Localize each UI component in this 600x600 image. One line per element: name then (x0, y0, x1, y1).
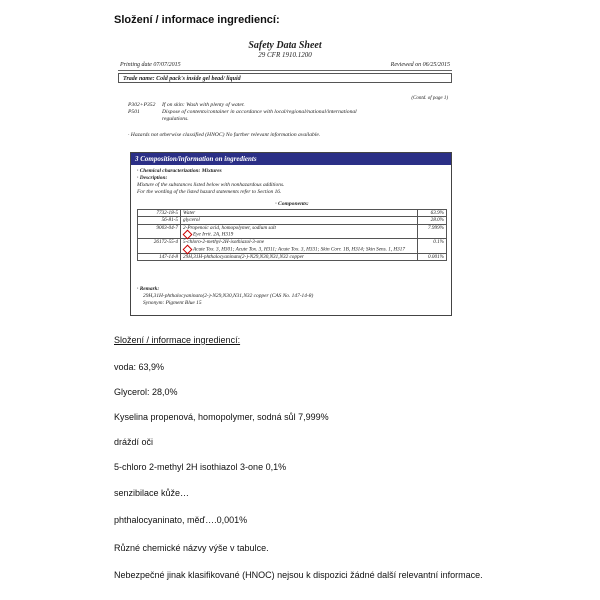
table-row (138, 210, 447, 217)
section-3-box (130, 152, 452, 316)
components-label: · Components: (275, 201, 309, 207)
precaution-text: Dispose of contents/container in accordance with local/regional/national/international (162, 109, 357, 115)
precaution-code: P302+P352 (128, 102, 156, 108)
text-line: Nebezpečné jinak klasifikované (HNOC) nejsou k dispozici žádné další relevantní informace. (114, 570, 483, 580)
percent-cell: 0.1% (418, 239, 447, 254)
safety-data-sheet-image (114, 40, 456, 322)
hazard-line (183, 231, 415, 238)
name-cell: 29H,31H-phthalocyaninato(2-)-N29,N30,N31,N32 copper (181, 253, 418, 260)
cas-cell: 26172-55-4 (138, 239, 181, 254)
precaution-text: If on skin: Wash with plenty of water. (162, 102, 245, 108)
sds-subtitle: 29 CFR 1910.1200 (258, 51, 312, 59)
text-line: Různé chemické názvy výše v tabulce. (114, 543, 269, 553)
description-line: For the wording of the listed hazard statements refer to Section 16. (137, 189, 282, 195)
hazard-line (183, 246, 415, 253)
description-label: · Description: (137, 175, 168, 181)
name-cell (181, 239, 418, 254)
hazard-text: Eye Irrit. 2A, H319 (193, 231, 234, 238)
table-row (138, 217, 447, 224)
ghs-skull-icon (183, 244, 193, 254)
text-line: voda: 63,9% (114, 362, 165, 372)
text-line: senzibilace kůže… (114, 488, 190, 498)
table-row (138, 239, 447, 254)
divider (118, 70, 452, 71)
name-cell (181, 224, 418, 239)
name-cell: glycerol (181, 217, 418, 224)
section-3-title: 3 Composition/information on ingredients (131, 153, 451, 165)
percent-cell: 28.0% (418, 217, 447, 224)
remark-block (137, 286, 313, 307)
cas-cell: 147-14-8 (138, 253, 181, 260)
text-line: Kyselina propenová, homopolymer, sodná sůl 7,999% (114, 412, 329, 422)
sds-contd: (Contd. of page 1) (411, 96, 448, 101)
table-row (138, 224, 447, 239)
hazard-text: Acute Tox. 3, H301; Acute Tox. 3, H311; Acute Tox. 3, H331; Skin Corr. 1B, H314; Skin Sens. 1, H317 (193, 246, 405, 253)
name-cell: Water (181, 210, 418, 217)
chem-characterization: · Chemical characterization: Mixtures (137, 168, 222, 174)
section-heading: Složení / informace ingrediencí: (114, 335, 241, 345)
percent-cell: 63.9% (418, 210, 447, 217)
sds-trade-name: Trade name: Cold pack's inside gel bead/ liquid (118, 73, 452, 83)
cas-cell: 9003-04-7 (138, 224, 181, 239)
substance-name: 5-chloro-2-methyl-2H-isothiazol-3-one (183, 239, 265, 246)
sds-printing-date: Printing date 07/07/2015 (120, 62, 181, 68)
sds-title: Safety Data Sheet (248, 40, 322, 51)
remark-line: 29H,31H-phthalocyaninato(2-)-N29,N30,N31,N32 copper (CAS No. 147-14-8) (143, 293, 314, 299)
precaution-text: regulations. (162, 116, 189, 122)
page-heading: Složení / informace ingrediencí: (114, 14, 280, 26)
text-line: dráždí oči (114, 437, 154, 447)
remark-line: Synonym: Pigment Blue 15 (143, 300, 202, 306)
substance-name: 2-Propenoic acid, homopolymer, sodium salt (183, 224, 276, 231)
precaution-code: P501 (128, 109, 140, 115)
text-line: phthalocyaninato, měď….0,001% (114, 515, 248, 525)
remark-label: · Remark: (137, 286, 160, 292)
description-line: Mixture of the substances listed below with nonhazardous additions. (137, 182, 285, 188)
text-line: 5-chloro 2-methyl 2H isothiazol 3-one 0,1% (114, 462, 287, 472)
hazards-note: · Hazards not otherwise classified (HNOC) No further relevant information available. (128, 132, 321, 138)
text-line: Glycerol: 28,0% (114, 387, 178, 397)
ingredients-table (137, 209, 447, 261)
percent-cell: 7.999% (418, 224, 447, 239)
cas-cell: 7732-18-5 (138, 210, 181, 217)
percent-cell: 0.001% (418, 253, 447, 260)
cas-cell: 56-81-5 (138, 217, 181, 224)
sds-reviewed-date: Reviewed on 06/25/2015 (390, 62, 450, 68)
table-row (138, 253, 447, 260)
